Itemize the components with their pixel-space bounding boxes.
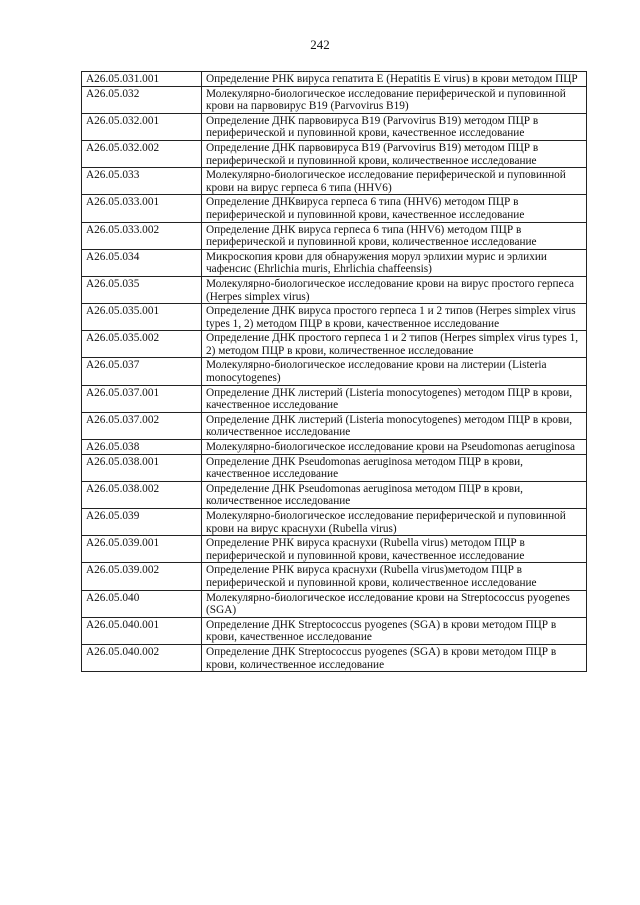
table-row	[82, 454, 587, 481]
table-row	[82, 412, 587, 439]
service-description-cell: Определение ДНК простого герпеса 1 и 2 типов (Herpes simplex virus types 1, 2) методом ПЦР в крови, количественное исследование	[202, 331, 587, 358]
service-description-cell: Определение ДНК Pseudomonas aeruginosa методом ПЦР в крови, количественное исследование	[202, 481, 587, 508]
table-row	[82, 385, 587, 412]
service-code-cell: A26.05.039	[82, 509, 202, 536]
service-code-cell: A26.05.035.001	[82, 304, 202, 331]
service-description-cell: Молекулярно-биологическое исследование периферической и пуповинной крови на вирус краснухи (Rubella virus)	[202, 509, 587, 536]
service-description-cell: Определение ДНК Pseudomonas aeruginosa методом ПЦР в крови, качественное исследование	[202, 454, 587, 481]
service-description-cell: Определение РНК вируса гепатита Е (Hepatitis E virus) в крови методом ПЦР	[202, 72, 587, 87]
table-row	[82, 509, 587, 536]
service-code-cell: A26.05.037.001	[82, 385, 202, 412]
service-code-cell: A26.05.033	[82, 168, 202, 195]
service-description-cell: Молекулярно-биологическое исследование периферической и пуповинной крови на парвовирус B19 (Parvovirus B19)	[202, 86, 587, 113]
service-description-cell: Молекулярно-биологическое исследование крови на вирус простого герпеса (Herpes simplex virus)	[202, 276, 587, 303]
table-row	[82, 86, 587, 113]
page-number: 242	[310, 37, 330, 52]
table-row	[82, 222, 587, 249]
service-description-cell: Молекулярно-биологическое исследование крови на листерии (Listeria monocytogenes)	[202, 358, 587, 385]
table-row	[82, 195, 587, 222]
service-code-cell: A26.05.033.002	[82, 222, 202, 249]
service-code-cell: A26.05.037	[82, 358, 202, 385]
table-row	[82, 358, 587, 385]
service-description-cell: Определение ДНК вируса герпеса 6 типа (HHV6) методом ПЦР в периферической и пуповинной крови, количественное исследование	[202, 222, 587, 249]
table-row	[82, 276, 587, 303]
service-description-cell: Молекулярно-биологическое исследование крови на Pseudomonas aeruginosa	[202, 440, 587, 455]
service-description-cell: Определение РНК вируса краснухи (Rubella virus)методом ПЦР в периферической и пуповинной крови, количественное исследование	[202, 563, 587, 590]
service-code-cell: A26.05.040.002	[82, 644, 202, 671]
service-code-cell: A26.05.037.002	[82, 412, 202, 439]
service-description-cell: Микроскопия крови для обнаружения морул эрлихии мурис и эрлихии чафенсис (Ehrlichia muris, Ehrlichia chaffeensis)	[202, 249, 587, 276]
service-description-cell: Определение ДНК Streptococcus pyogenes (SGA) в крови методом ПЦР в крови, количественное исследование	[202, 644, 587, 671]
service-code-cell: A26.05.032.001	[82, 113, 202, 140]
table-row	[82, 249, 587, 276]
service-code-cell: A26.05.032.002	[82, 140, 202, 167]
table-row	[82, 440, 587, 455]
service-code-cell: A26.05.034	[82, 249, 202, 276]
service-description-cell: Определение ДНКвируса герпеса 6 типа (HHV6) методом ПЦР в периферической и пуповинной крови, качественное исследование	[202, 195, 587, 222]
service-code-cell: A26.05.035	[82, 276, 202, 303]
service-code-cell: A26.05.035.002	[82, 331, 202, 358]
table-row	[82, 481, 587, 508]
service-code-cell: A26.05.040	[82, 590, 202, 617]
table-row	[82, 563, 587, 590]
service-code-cell: A26.05.039.002	[82, 563, 202, 590]
service-description-cell: Определение ДНК парвовируса B19 (Parvovirus B19) методом ПЦР в периферической и пуповинной крови, количественное исследование	[202, 140, 587, 167]
service-code-cell: A26.05.038.001	[82, 454, 202, 481]
service-code-cell: A26.05.040.001	[82, 617, 202, 644]
service-codes-table	[81, 71, 587, 672]
table-row	[82, 304, 587, 331]
service-code-cell: A26.05.039.001	[82, 536, 202, 563]
table-row	[82, 331, 587, 358]
table-row	[82, 590, 587, 617]
service-code-cell: A26.05.033.001	[82, 195, 202, 222]
service-codes-table-body	[82, 72, 587, 672]
service-code-cell: A26.05.032	[82, 86, 202, 113]
service-description-cell: Определение ДНК парвовируса B19 (Parvovirus B19) методом ПЦР в периферической и пуповинной крови, качественное исследование	[202, 113, 587, 140]
table-row	[82, 536, 587, 563]
service-code-cell: A26.05.038	[82, 440, 202, 455]
service-description-cell: Определение ДНК листерий (Listeria monocytogenes) методом ПЦР в крови, количественное исследование	[202, 412, 587, 439]
service-code-cell: A26.05.031.001	[82, 72, 202, 87]
table-row	[82, 644, 587, 671]
service-description-cell: Определение ДНК листерий (Listeria monocytogenes) методом ПЦР в крови, качественное исследование	[202, 385, 587, 412]
table-row	[82, 72, 587, 87]
table-row	[82, 113, 587, 140]
table-row	[82, 617, 587, 644]
service-description-cell: Определение ДНК вируса простого герпеса 1 и 2 типов (Herpes simplex virus types 1, 2) методом ПЦР в крови, качественное исследование	[202, 304, 587, 331]
service-description-cell: Молекулярно-биологическое исследование периферической и пуповинной крови на вирус герпеса 6 типа (HHV6)	[202, 168, 587, 195]
service-description-cell: Молекулярно-биологическое исследование крови на Streptococcus pyogenes (SGA)	[202, 590, 587, 617]
table-row	[82, 140, 587, 167]
table-row	[82, 168, 587, 195]
service-description-cell: Определение РНК вируса краснухи (Rubella virus) методом ПЦР в периферической и пуповинной крови, качественное исследование	[202, 536, 587, 563]
service-code-cell: A26.05.038.002	[82, 481, 202, 508]
service-description-cell: Определение ДНК Streptococcus pyogenes (SGA) в крови методом ПЦР в крови, качественное исследование	[202, 617, 587, 644]
